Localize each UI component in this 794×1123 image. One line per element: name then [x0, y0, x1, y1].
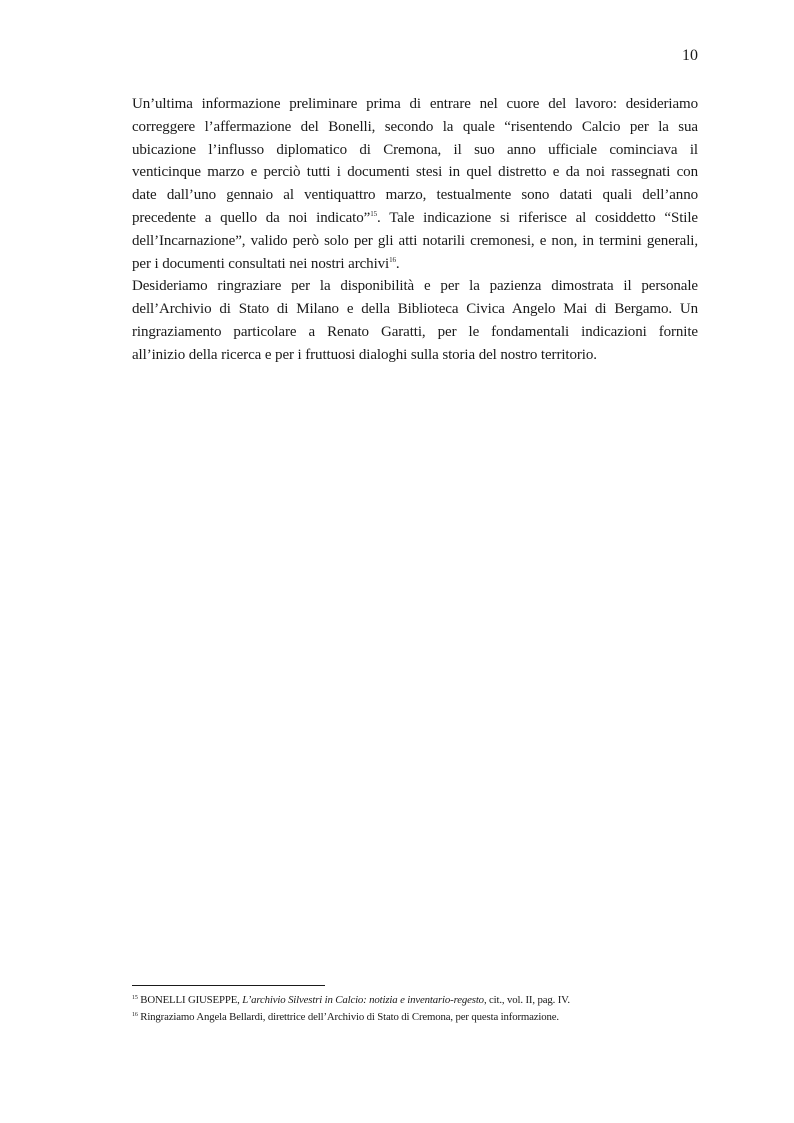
line-text: Un’ultima informazione preliminare prima di entrare nel cuore del lavoro: desideriamo: [132, 96, 698, 112]
paragraph-line: [132, 207, 698, 230]
page-number: 10: [682, 47, 698, 64]
paragraph-line: [132, 275, 698, 298]
paragraph-line: [132, 139, 698, 162]
footnote-ref-15: 15: [370, 209, 378, 218]
line-text: date dall’uno gennaio al ventiquattro marzo, testualmente sono datati quali dell’anno: [132, 187, 698, 204]
paragraph-line: [132, 253, 698, 276]
paragraph-2: [132, 275, 698, 366]
footnote-ref-16: 16: [389, 255, 396, 264]
line-text: correggere l’affermazione del Bonelli, secondo la quale “risentendo Calcio per la sua: [132, 118, 698, 135]
line-text: ubicazione l’influsso diplomatico di Cremona, il suo anno ufficiale cominciava il: [132, 141, 698, 158]
footnote-text: Ringraziamo Angela Bellardi, direttrice dell’Archivio di Stato di Cremona, per questa informazione.: [140, 1011, 559, 1023]
paragraph-line: [132, 321, 698, 344]
paragraph-line: [132, 161, 698, 184]
footnote-number: 16: [132, 1012, 138, 1018]
paragraph-line: [132, 184, 698, 207]
line-text: ringraziamento particolare a Renato Garatti, per le fondamentali indicazioni fornite: [132, 323, 698, 340]
paragraph-line: [132, 93, 698, 116]
body-text: [132, 93, 698, 367]
line-text: . Tale indicazione si riferisce al cosiddetto “Stile: [377, 209, 698, 226]
footnote-15: [132, 992, 698, 1009]
footnote-title: L’archivio Silvestri in Calcio: notizia e inventario-regesto: [242, 994, 484, 1006]
line-text: precedente a quello da noi indicato”: [132, 209, 371, 226]
line-text: per i documenti consultati nei nostri archivi: [132, 255, 390, 272]
paragraph-line: [132, 344, 698, 367]
paragraph-line: [132, 230, 698, 253]
paragraph-line: [132, 116, 698, 139]
line-text: dell’Archivio di Stato di Milano e della Biblioteca Civica Angelo Mai di Bergamo. Un: [132, 301, 698, 318]
footnote-separator: [132, 985, 325, 986]
line-text: .: [395, 255, 400, 272]
line-text: venticinque marzo e perciò tutti i documenti stesi in quel distretto e da noi rassegnati con: [132, 164, 698, 181]
line-text: all’inizio della ricerca e per i fruttuosi dialoghi sulla storia del nostro territorio.: [132, 346, 597, 363]
paragraph-1: [132, 93, 698, 275]
footnote-author: BONELLI GIUSEPPE,: [140, 994, 243, 1006]
line-text: dell’Incarnazione”, valido però solo per gli atti notarili cremonesi, e non, in termini generali,: [132, 232, 698, 249]
paragraph-line: [132, 298, 698, 321]
footnotes: [132, 992, 698, 1026]
footnote-citation: , cit., vol. II, pag. IV.: [483, 994, 570, 1006]
footnote-number: 15: [132, 995, 138, 1001]
footnote-16: [132, 1009, 698, 1026]
line-text: Desideriamo ringraziare per la disponibilità e per la pazienza dimostrata il personale: [132, 278, 698, 295]
